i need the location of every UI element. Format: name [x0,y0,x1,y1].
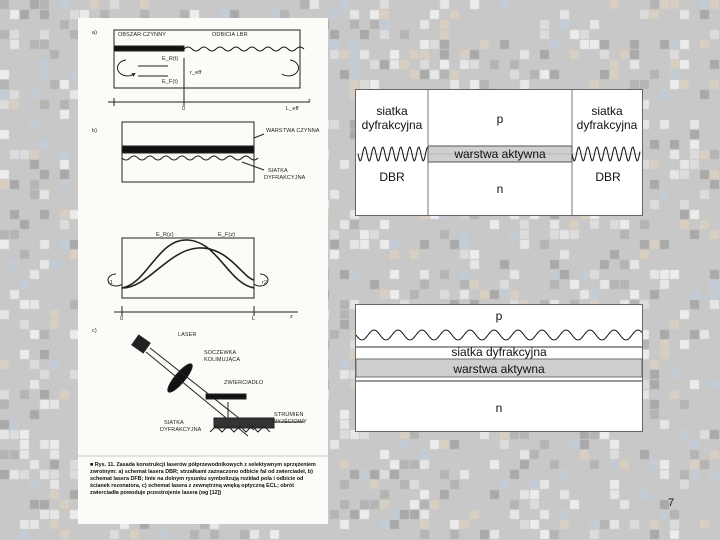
laser-label: LASER [178,332,197,338]
n-region-label: n [496,182,504,196]
zero2-label: 0 [120,316,124,322]
r2-label: r2 [262,280,268,286]
lens-label-2: KOLIMUJĄCA [204,357,241,363]
grating-c-label-2: DYFRAKCYJNA [160,427,202,433]
zero-label: 0 [182,106,186,112]
scanned-figure-page [78,18,328,524]
dfb-grating-wave [356,330,642,340]
z-axis-label: z [308,98,311,104]
left-grating-label-2: dyfrakcyjna [361,118,423,132]
ef-label: E_F(t) [162,79,178,85]
active-layer-caption: WARSTWA CZYNNA [266,128,320,134]
dfb-p-label: p [495,309,503,323]
grating-c-label-1: SIATKA [164,420,184,426]
dfb-laser-diagram [355,304,643,432]
left-grating-label-1: siatka [376,104,408,118]
dfb-active-layer-label: warstwa aktywna [453,362,545,376]
r1-label: r1 [108,280,114,286]
panel-b-label: b) [92,128,98,134]
grating-caption-2: DYFRAKCYJNA [264,175,306,181]
er-z-label: E_R(z) [156,232,174,238]
reflection-label: ODBICIA LBR [212,32,248,38]
mirror-label: ZWIERCIADŁO [224,380,264,386]
page-number: 7 [668,497,675,509]
panel-a-label: a) [92,30,98,36]
er-label: E_R(t) [162,56,179,62]
scanned-figure-drawing [78,18,328,524]
reff-label: r_eff [190,70,202,76]
ef-z-label: E_F(z) [218,232,236,238]
active-region-label: OBSZAR CZYNNY [118,32,167,38]
dbr-left-label: DBR [379,170,405,184]
l-label: L [252,316,256,322]
dbr-laser-diagram [355,89,643,216]
output-label-2: WYJŚCIOWY [272,419,307,425]
lens-label-1: SOCZEWKA [204,350,237,356]
right-grating-label-2: dyfrakcyjna [576,118,638,132]
right-grating-label-1: siatka [591,104,623,118]
z2-axis-label: z [290,314,293,320]
leff-label: L_eff [286,106,299,112]
dfb-grating-label: siatka dyfrakcyjna [451,345,547,359]
output-label-1: STRUMIEŃ [274,412,304,418]
panel-b-dfb-sketch [108,122,298,316]
panel-c-label: c) [92,328,97,334]
p-region-label: p [496,112,504,126]
dbr-right-label: DBR [595,170,621,184]
figure-caption: ■ Rys. 11. Zasada konstrukcji laserów półprzewodnikowych z selektywnym sprzężeniem zwrotnym: a) schemat lasera DBR; strzałkami zaznaczono odbicie fal od zwierciadeł, b) schemat lasera DFB; linie na dolnym rysunku symbolizują rozkład pola i odbicie od ścianek rezonatora, c) schemat lasera z zewnętrzną wnęką optyczną ECL; obrót zwierciadła powoduje przestrojenie lasera (wg [12]) [90,462,316,496]
active-layer-label: warstwa aktywna [454,147,546,161]
dfb-n-label: n [495,401,503,415]
grating-caption-1: SIATKA [268,168,288,174]
panel-a-dbr-sketch [108,30,310,106]
